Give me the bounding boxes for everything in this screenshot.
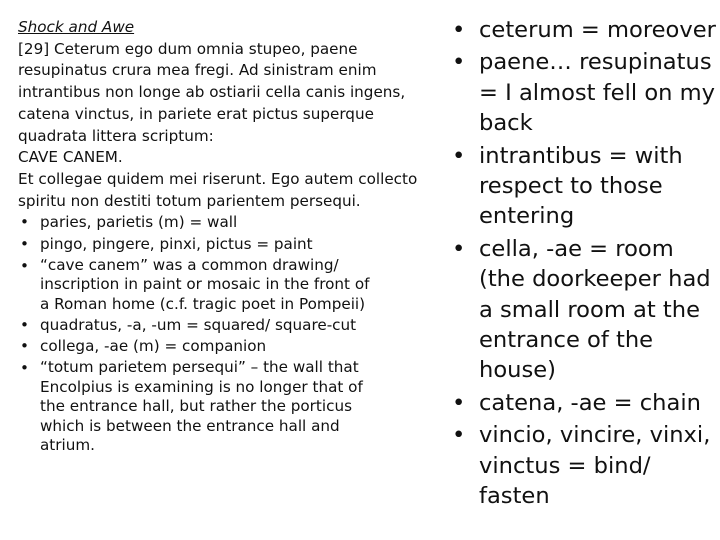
passage-title: Shock and Awe <box>18 18 135 36</box>
note-item <box>18 315 448 337</box>
latin-passage-column <box>18 17 448 456</box>
note-item <box>18 256 448 315</box>
note-line: ceterum = moreover <box>479 17 716 43</box>
note-line: which is between the entrance hall and <box>40 416 340 435</box>
vocab-notes-left <box>18 212 448 456</box>
note-item <box>452 234 720 386</box>
note-item <box>452 15 720 45</box>
note-line: (the doorkeeper had <box>479 266 711 293</box>
passage-line: catena vinctus, in pariete erat pictus superque <box>18 104 374 123</box>
bullet-icon: • <box>20 235 29 254</box>
note-line: entrance of the <box>479 327 654 354</box>
note-item <box>18 212 448 234</box>
bullet-icon: • <box>452 389 466 416</box>
note-line: “cave canem” was a common drawing/ <box>40 255 339 274</box>
bullet-icon: • <box>452 142 466 169</box>
note-line: atrium. <box>40 436 95 455</box>
note-line: back <box>479 110 533 137</box>
bullet-icon: • <box>20 256 29 275</box>
note-line: pingo, pingere, pinxi, pictus = paint <box>40 235 313 254</box>
note-line: intrantibus = with <box>479 142 683 169</box>
note-line: vinctus = bind/ <box>479 452 651 479</box>
note-line: inscription in paint or mosaic in the front of <box>40 275 370 294</box>
note-line: entering <box>479 203 575 230</box>
bullet-icon: • <box>20 315 29 334</box>
bullet-icon: • <box>20 213 29 232</box>
passage-line: Et collegae quidem mei riserunt. Ego autem collecto <box>18 169 418 188</box>
note-item <box>452 141 720 232</box>
passage-line: CAVE CANEM. <box>18 148 123 167</box>
bullet-icon: • <box>20 358 29 377</box>
bullet-icon: • <box>20 337 29 356</box>
bullet-icon: • <box>452 235 466 262</box>
note-line: house) <box>479 357 556 384</box>
note-line: paene… resupinatus <box>479 49 712 76</box>
bullet-icon: • <box>452 422 466 449</box>
note-line: “totum parietem persequi” – the wall that <box>40 357 359 376</box>
bullet-icon: • <box>452 49 466 76</box>
note-line: cella, -ae = room <box>479 235 674 262</box>
note-line: collega, -ae (m) = companion <box>40 337 267 356</box>
note-item <box>452 420 720 511</box>
passage-line: quadrata littera scriptum: <box>18 126 214 145</box>
note-item <box>18 336 448 358</box>
note-item <box>452 388 720 418</box>
note-line: vincio, vincire, vinxi, <box>479 422 711 449</box>
passage-line: intrantibus non longe ab ostiarii cella canis ingens, <box>18 83 406 102</box>
note-line: a Roman home (c.f. tragic poet in Pompeii) <box>40 294 366 313</box>
note-item <box>452 47 720 138</box>
passage-line: resupinatus crura mea fregi. Ad sinistram enim <box>18 61 377 80</box>
note-line: respect to those <box>479 173 663 200</box>
note-line: quadratus, -a, -um = squared/ square-cut <box>40 315 357 334</box>
vocab-notes-right-column <box>452 15 720 514</box>
note-line: = I almost fell on my <box>479 79 716 106</box>
note-line: the entrance hall, but rather the porticus <box>40 397 352 416</box>
note-line: fasten <box>479 483 550 510</box>
passage-line: [29] Ceterum ego dum omnia stupeo, paene <box>18 39 358 58</box>
note-line: catena, -ae = chain <box>479 389 701 416</box>
bullet-icon: • <box>452 17 466 43</box>
note-line: a small room at the <box>479 296 700 323</box>
note-line: paries, parietis (m) = wall <box>40 213 238 232</box>
note-item <box>18 358 448 456</box>
note-line: Encolpius is examining is no longer that of <box>40 377 363 396</box>
note-item <box>18 234 448 256</box>
vocab-notes-right <box>452 15 720 512</box>
passage-line: spiritu non destiti totum parientem persequi. <box>18 191 361 210</box>
